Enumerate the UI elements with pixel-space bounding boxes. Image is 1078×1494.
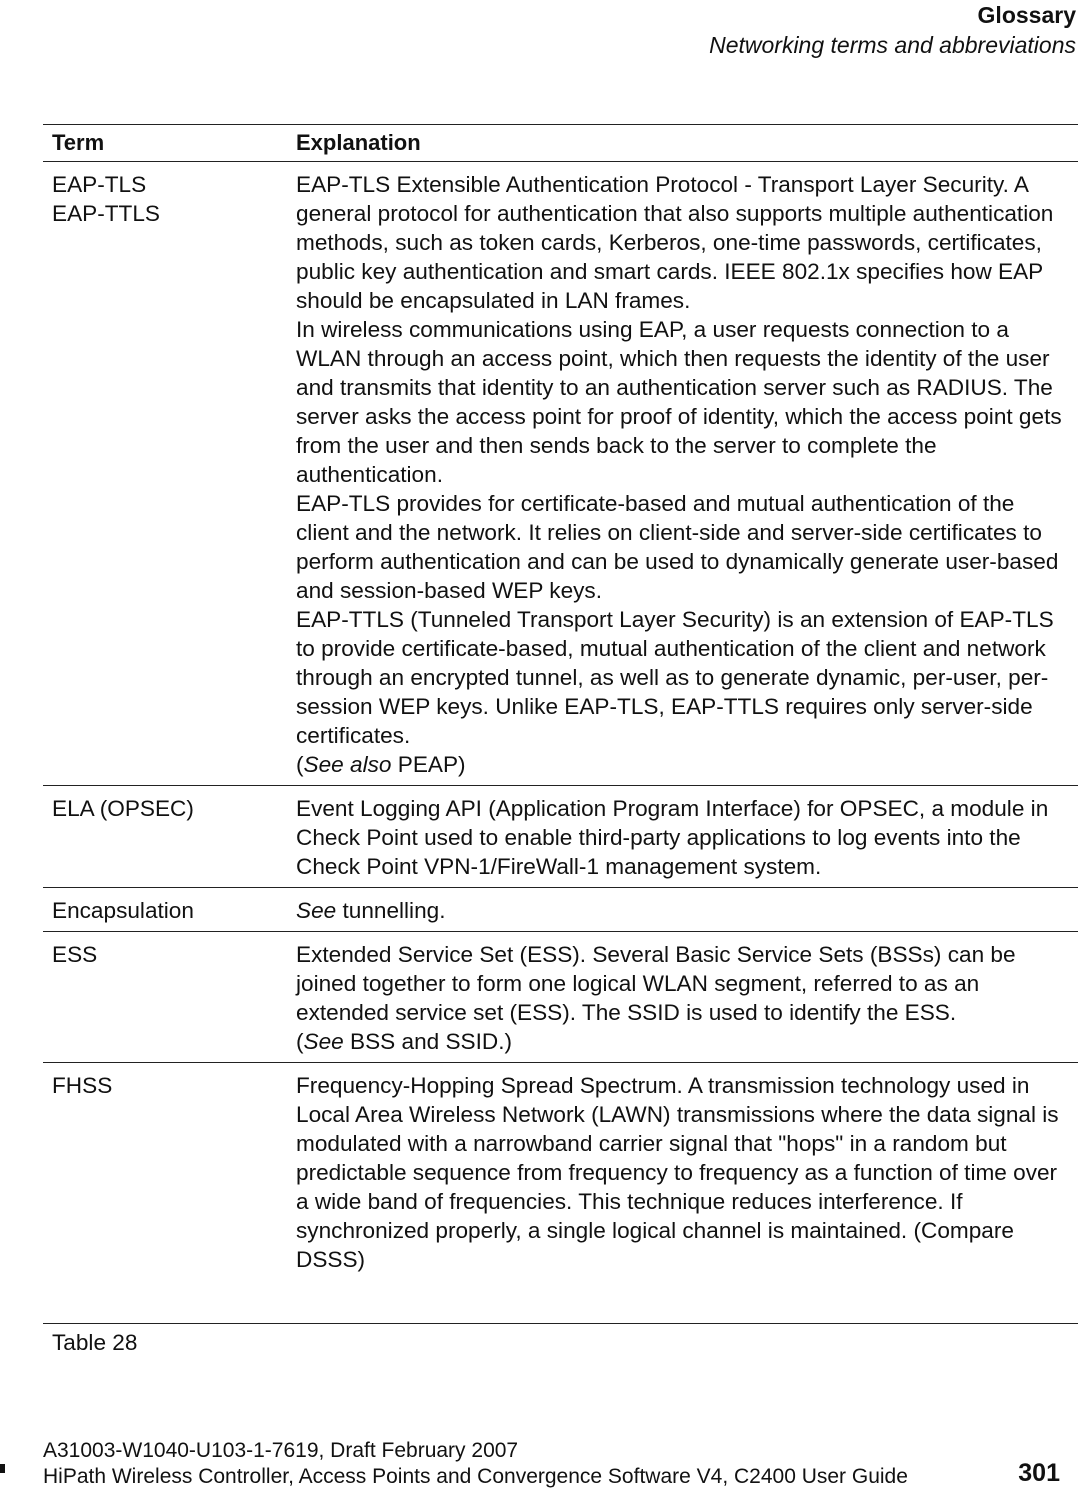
term-text: EAP-TTLS xyxy=(52,201,160,226)
see-line: (See BSS and SSID.) xyxy=(296,1029,513,1054)
glossary-table xyxy=(43,124,1078,1300)
table-header-row xyxy=(43,125,1078,161)
explanation-paragraph: EAP-TTLS (Tunneled Transport Layer Security) is an extension of EAP-TLS to provide certificate-based, mutual authentication of the client and network through an encrypted tunnel, as well as to generate dynamic, per-user, per-session WEP keys. Unlike EAP-TLS, EAP-TTLS requires only server-side certificates. xyxy=(296,607,1054,748)
explanation-paragraph: Event Logging API (Application Program Interface) for OPSEC, a module in Check Point used to enable third-party applications to log events into the Check Point VPN-1/FireWall-1 management system. xyxy=(296,796,1049,879)
table-row xyxy=(43,931,1078,1062)
explanation-paragraph: Frequency-Hopping Spread Spectrum. A transmission technology used in Local Area Wireless Network (LAWN) transmissions where the data signal is modulated with a narrowband carrier signal that "hops" in a random but predictable sequence from frequency to frequency as a function of time over a wide band of frequencies. This technique reduces interference. If synchronized properly, a single logical channel is maintained. (Compare DSSS) xyxy=(296,1073,1059,1272)
explanation-cell xyxy=(296,896,1078,925)
table-row xyxy=(43,1062,1078,1300)
explanation-paragraph: In wireless communications using EAP, a user requests connection to a WLAN through an access point, which then requests the identity of the user and transmits that identity to an authentication server such as RADIUS. The server asks the access point for proof of identity, which the access point gets from the user and then sends back to the server to complete the authentication. xyxy=(296,317,1062,487)
table-bottom-rule xyxy=(43,1323,1078,1324)
footer-doc-id: A31003-W1040-U103-1-7619, Draft February 2007 xyxy=(43,1439,519,1462)
table-row xyxy=(43,785,1078,887)
explanation-paragraph: Extended Service Set (ESS). Several Basic Service Sets (BSSs) can be joined together to form one logical WLAN segment, referred to as an extended service set (ESS). The SSID is used to identify the ESS. xyxy=(296,942,1016,1025)
see-also-line: (See also PEAP) xyxy=(296,752,466,777)
explanation-paragraph: See tunnelling. xyxy=(296,898,446,923)
explanation-paragraph: EAP-TLS provides for certificate-based and mutual authentication of the client and the network. It relies on client-side and server-side certificates to perform authentication and can be used to dynamically generate user-based and session-based WEP keys. xyxy=(296,491,1059,603)
explanation-cell xyxy=(296,1071,1078,1274)
table-row xyxy=(43,161,1078,785)
explanation-cell xyxy=(296,170,1078,779)
table-caption: Table 28 xyxy=(52,1330,138,1355)
footer-marker xyxy=(0,1464,5,1473)
term-text: Encapsulation xyxy=(52,898,194,923)
header-explanation: Explanation xyxy=(296,130,421,155)
term-text: EAP-TLS xyxy=(52,172,147,197)
term-text: FHSS xyxy=(52,1073,113,1098)
page-header xyxy=(709,0,1076,60)
header-term: Term xyxy=(52,130,105,155)
explanation-cell xyxy=(296,940,1078,1056)
page-subtitle: Networking terms and abbreviations xyxy=(709,32,1076,58)
page-number: 301 xyxy=(1018,1459,1060,1487)
term-text: ELA (OPSEC) xyxy=(52,796,194,821)
term-text: ESS xyxy=(52,942,98,967)
explanation-cell xyxy=(296,794,1078,881)
page-title: Glossary xyxy=(977,2,1076,28)
table-row xyxy=(43,887,1078,931)
term-cell xyxy=(43,170,296,779)
explanation-paragraph: EAP-TLS Extensible Authentication Protocol - Transport Layer Security. A general protocol for authentication that also supports multiple authentication methods, such as token cards, Kerberos, one-time passwords, certificates, public key authentication and smart cards. IEEE 802.1x specifies how EAP should be encapsulated in LAN frames. xyxy=(296,172,1054,313)
footer-doc-title: HiPath Wireless Controller, Access Points and Convergence Software V4, C2400 User Guide xyxy=(43,1465,908,1488)
